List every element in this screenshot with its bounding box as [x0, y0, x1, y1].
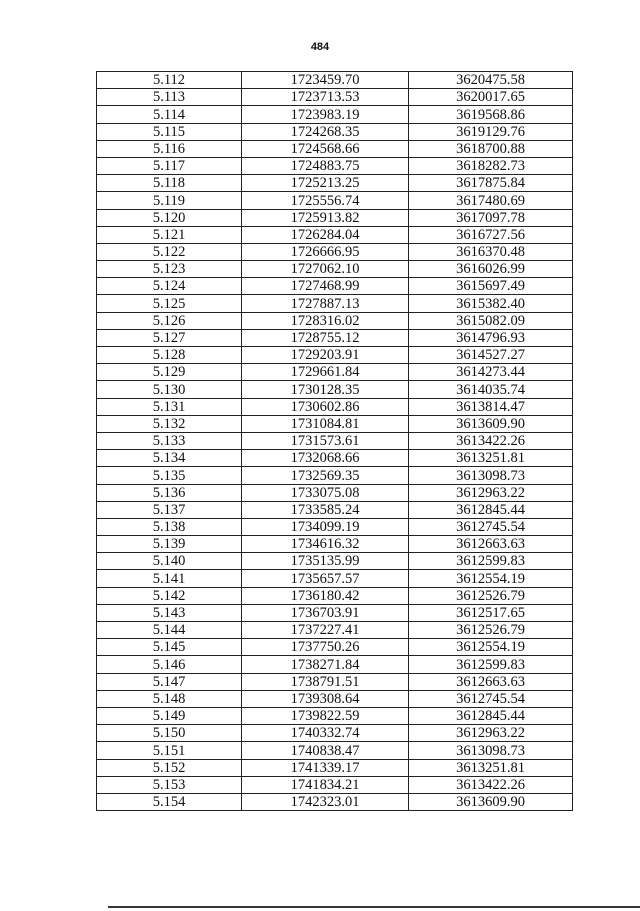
- point-id-cell: 5.148: [97, 690, 242, 707]
- point-id-cell: 5.152: [97, 759, 242, 776]
- y-coordinate-cell: 3612663.63: [409, 673, 573, 690]
- table-row: [97, 209, 573, 226]
- x-coordinate-cell: 1738791.51: [242, 673, 409, 690]
- x-coordinate-cell: 1728316.02: [242, 312, 409, 329]
- y-coordinate-cell: 3614796.93: [409, 329, 573, 346]
- table-row: [97, 467, 573, 484]
- y-coordinate-cell: 3613251.81: [409, 450, 573, 467]
- x-coordinate-cell: 1731084.81: [242, 415, 409, 432]
- y-coordinate-cell: 3614527.27: [409, 347, 573, 364]
- point-id-cell: 5.146: [97, 656, 242, 673]
- y-coordinate-cell: 3612599.83: [409, 656, 573, 673]
- table-row: [97, 398, 573, 415]
- y-coordinate-cell: 3615382.40: [409, 295, 573, 312]
- y-coordinate-cell: 3613251.81: [409, 759, 573, 776]
- y-coordinate-cell: 3614273.44: [409, 364, 573, 381]
- x-coordinate-cell: 1734616.32: [242, 536, 409, 553]
- table-row: [97, 501, 573, 518]
- point-id-cell: 5.154: [97, 793, 242, 810]
- table-row: [97, 776, 573, 793]
- y-coordinate-cell: 3612745.54: [409, 690, 573, 707]
- point-id-cell: 5.113: [97, 89, 242, 106]
- point-id-cell: 5.134: [97, 450, 242, 467]
- y-coordinate-cell: 3613609.90: [409, 793, 573, 810]
- x-coordinate-cell: 1736703.91: [242, 604, 409, 621]
- point-id-cell: 5.126: [97, 312, 242, 329]
- y-coordinate-cell: 3613098.73: [409, 467, 573, 484]
- point-id-cell: 5.130: [97, 381, 242, 398]
- x-coordinate-cell: 1741834.21: [242, 776, 409, 793]
- table-row: [97, 639, 573, 656]
- x-coordinate-cell: 1738271.84: [242, 656, 409, 673]
- x-coordinate-cell: 1725213.25: [242, 175, 409, 192]
- y-coordinate-cell: 3612526.79: [409, 622, 573, 639]
- table-row: [97, 604, 573, 621]
- table-row: [97, 450, 573, 467]
- table-row: [97, 381, 573, 398]
- table-row: [97, 243, 573, 260]
- bottom-rule: [108, 906, 640, 908]
- y-coordinate-cell: 3615082.09: [409, 312, 573, 329]
- table-row: [97, 553, 573, 570]
- point-id-cell: 5.144: [97, 622, 242, 639]
- point-id-cell: 5.136: [97, 484, 242, 501]
- y-coordinate-cell: 3617097.78: [409, 209, 573, 226]
- x-coordinate-cell: 1736180.42: [242, 587, 409, 604]
- table-row: [97, 742, 573, 759]
- table-row: [97, 536, 573, 553]
- point-id-cell: 5.117: [97, 157, 242, 174]
- x-coordinate-cell: 1732569.35: [242, 467, 409, 484]
- table-row: [97, 295, 573, 312]
- y-coordinate-cell: 3612963.22: [409, 484, 573, 501]
- x-coordinate-cell: 1735135.99: [242, 553, 409, 570]
- point-id-cell: 5.140: [97, 553, 242, 570]
- point-id-cell: 5.121: [97, 226, 242, 243]
- x-coordinate-cell: 1737750.26: [242, 639, 409, 656]
- x-coordinate-cell: 1731573.61: [242, 432, 409, 449]
- x-coordinate-cell: 1728755.12: [242, 329, 409, 346]
- table-row: [97, 364, 573, 381]
- x-coordinate-cell: 1725556.74: [242, 192, 409, 209]
- table-row: [97, 278, 573, 295]
- point-id-cell: 5.124: [97, 278, 242, 295]
- table-row: [97, 261, 573, 278]
- table-row: [97, 226, 573, 243]
- x-coordinate-cell: 1727887.13: [242, 295, 409, 312]
- point-id-cell: 5.137: [97, 501, 242, 518]
- table-row: [97, 347, 573, 364]
- point-id-cell: 5.151: [97, 742, 242, 759]
- x-coordinate-cell: 1734099.19: [242, 518, 409, 535]
- point-id-cell: 5.149: [97, 707, 242, 724]
- table-row: [97, 432, 573, 449]
- x-coordinate-cell: 1737227.41: [242, 622, 409, 639]
- point-id-cell: 5.118: [97, 175, 242, 192]
- coordinate-table-body: [97, 72, 573, 811]
- table-row: [97, 656, 573, 673]
- point-id-cell: 5.141: [97, 570, 242, 587]
- table-row: [97, 570, 573, 587]
- x-coordinate-cell: 1729661.84: [242, 364, 409, 381]
- table-row: [97, 140, 573, 157]
- table-row: [97, 673, 573, 690]
- point-id-cell: 5.122: [97, 243, 242, 260]
- point-id-cell: 5.143: [97, 604, 242, 621]
- point-id-cell: 5.142: [97, 587, 242, 604]
- point-id-cell: 5.133: [97, 432, 242, 449]
- y-coordinate-cell: 3612845.44: [409, 501, 573, 518]
- y-coordinate-cell: 3612663.63: [409, 536, 573, 553]
- x-coordinate-cell: 1726284.04: [242, 226, 409, 243]
- y-coordinate-cell: 3620475.58: [409, 72, 573, 89]
- x-coordinate-cell: 1725913.82: [242, 209, 409, 226]
- y-coordinate-cell: 3617875.84: [409, 175, 573, 192]
- point-id-cell: 5.119: [97, 192, 242, 209]
- x-coordinate-cell: 1723983.19: [242, 106, 409, 123]
- table-row: [97, 484, 573, 501]
- y-coordinate-cell: 3612517.65: [409, 604, 573, 621]
- x-coordinate-cell: 1742323.01: [242, 793, 409, 810]
- point-id-cell: 5.123: [97, 261, 242, 278]
- x-coordinate-cell: 1740838.47: [242, 742, 409, 759]
- x-coordinate-cell: 1733585.24: [242, 501, 409, 518]
- y-coordinate-cell: 3613609.90: [409, 415, 573, 432]
- table-row: [97, 192, 573, 209]
- table-row: [97, 415, 573, 432]
- y-coordinate-cell: 3612526.79: [409, 587, 573, 604]
- point-id-cell: 5.147: [97, 673, 242, 690]
- x-coordinate-cell: 1724883.75: [242, 157, 409, 174]
- x-coordinate-cell: 1724568.66: [242, 140, 409, 157]
- x-coordinate-cell: 1726666.95: [242, 243, 409, 260]
- table-row: [97, 175, 573, 192]
- table-row: [97, 89, 573, 106]
- y-coordinate-cell: 3613098.73: [409, 742, 573, 759]
- point-id-cell: 5.127: [97, 329, 242, 346]
- point-id-cell: 5.129: [97, 364, 242, 381]
- table-row: [97, 622, 573, 639]
- point-id-cell: 5.116: [97, 140, 242, 157]
- x-coordinate-cell: 1739308.64: [242, 690, 409, 707]
- point-id-cell: 5.120: [97, 209, 242, 226]
- x-coordinate-cell: 1735657.57: [242, 570, 409, 587]
- table-row: [97, 725, 573, 742]
- table-row: [97, 157, 573, 174]
- point-id-cell: 5.150: [97, 725, 242, 742]
- table-row: [97, 587, 573, 604]
- x-coordinate-cell: 1729203.91: [242, 347, 409, 364]
- y-coordinate-cell: 3620017.65: [409, 89, 573, 106]
- point-id-cell: 5.135: [97, 467, 242, 484]
- y-coordinate-cell: 3616727.56: [409, 226, 573, 243]
- x-coordinate-cell: 1727468.99: [242, 278, 409, 295]
- y-coordinate-cell: 3613422.26: [409, 776, 573, 793]
- table-row: [97, 72, 573, 89]
- table-row: [97, 312, 573, 329]
- y-coordinate-cell: 3619568.86: [409, 106, 573, 123]
- y-coordinate-cell: 3612745.54: [409, 518, 573, 535]
- point-id-cell: 5.145: [97, 639, 242, 656]
- x-coordinate-cell: 1741339.17: [242, 759, 409, 776]
- table-row: [97, 793, 573, 810]
- x-coordinate-cell: 1740332.74: [242, 725, 409, 742]
- table-row: [97, 518, 573, 535]
- point-id-cell: 5.138: [97, 518, 242, 535]
- y-coordinate-cell: 3614035.74: [409, 381, 573, 398]
- page-number: 484: [310, 41, 330, 53]
- x-coordinate-cell: 1733075.08: [242, 484, 409, 501]
- table-row: [97, 329, 573, 346]
- point-id-cell: 5.114: [97, 106, 242, 123]
- y-coordinate-cell: 3612963.22: [409, 725, 573, 742]
- table-row: [97, 690, 573, 707]
- table-row: [97, 707, 573, 724]
- point-id-cell: 5.112: [97, 72, 242, 89]
- table-row: [97, 759, 573, 776]
- y-coordinate-cell: 3615697.49: [409, 278, 573, 295]
- point-id-cell: 5.128: [97, 347, 242, 364]
- table-row: [97, 123, 573, 140]
- y-coordinate-cell: 3613422.26: [409, 432, 573, 449]
- coordinate-table: [96, 71, 573, 811]
- y-coordinate-cell: 3617480.69: [409, 192, 573, 209]
- y-coordinate-cell: 3616370.48: [409, 243, 573, 260]
- y-coordinate-cell: 3612554.19: [409, 639, 573, 656]
- y-coordinate-cell: 3619129.76: [409, 123, 573, 140]
- y-coordinate-cell: 3612554.19: [409, 570, 573, 587]
- y-coordinate-cell: 3613814.47: [409, 398, 573, 415]
- y-coordinate-cell: 3618700.88: [409, 140, 573, 157]
- table-row: [97, 106, 573, 123]
- x-coordinate-cell: 1730128.35: [242, 381, 409, 398]
- x-coordinate-cell: 1739822.59: [242, 707, 409, 724]
- point-id-cell: 5.132: [97, 415, 242, 432]
- point-id-cell: 5.139: [97, 536, 242, 553]
- y-coordinate-cell: 3612845.44: [409, 707, 573, 724]
- point-id-cell: 5.115: [97, 123, 242, 140]
- x-coordinate-cell: 1723459.70: [242, 72, 409, 89]
- x-coordinate-cell: 1723713.53: [242, 89, 409, 106]
- point-id-cell: 5.153: [97, 776, 242, 793]
- y-coordinate-cell: 3618282.73: [409, 157, 573, 174]
- y-coordinate-cell: 3616026.99: [409, 261, 573, 278]
- x-coordinate-cell: 1724268.35: [242, 123, 409, 140]
- x-coordinate-cell: 1730602.86: [242, 398, 409, 415]
- x-coordinate-cell: 1732068.66: [242, 450, 409, 467]
- y-coordinate-cell: 3612599.83: [409, 553, 573, 570]
- point-id-cell: 5.125: [97, 295, 242, 312]
- x-coordinate-cell: 1727062.10: [242, 261, 409, 278]
- point-id-cell: 5.131: [97, 398, 242, 415]
